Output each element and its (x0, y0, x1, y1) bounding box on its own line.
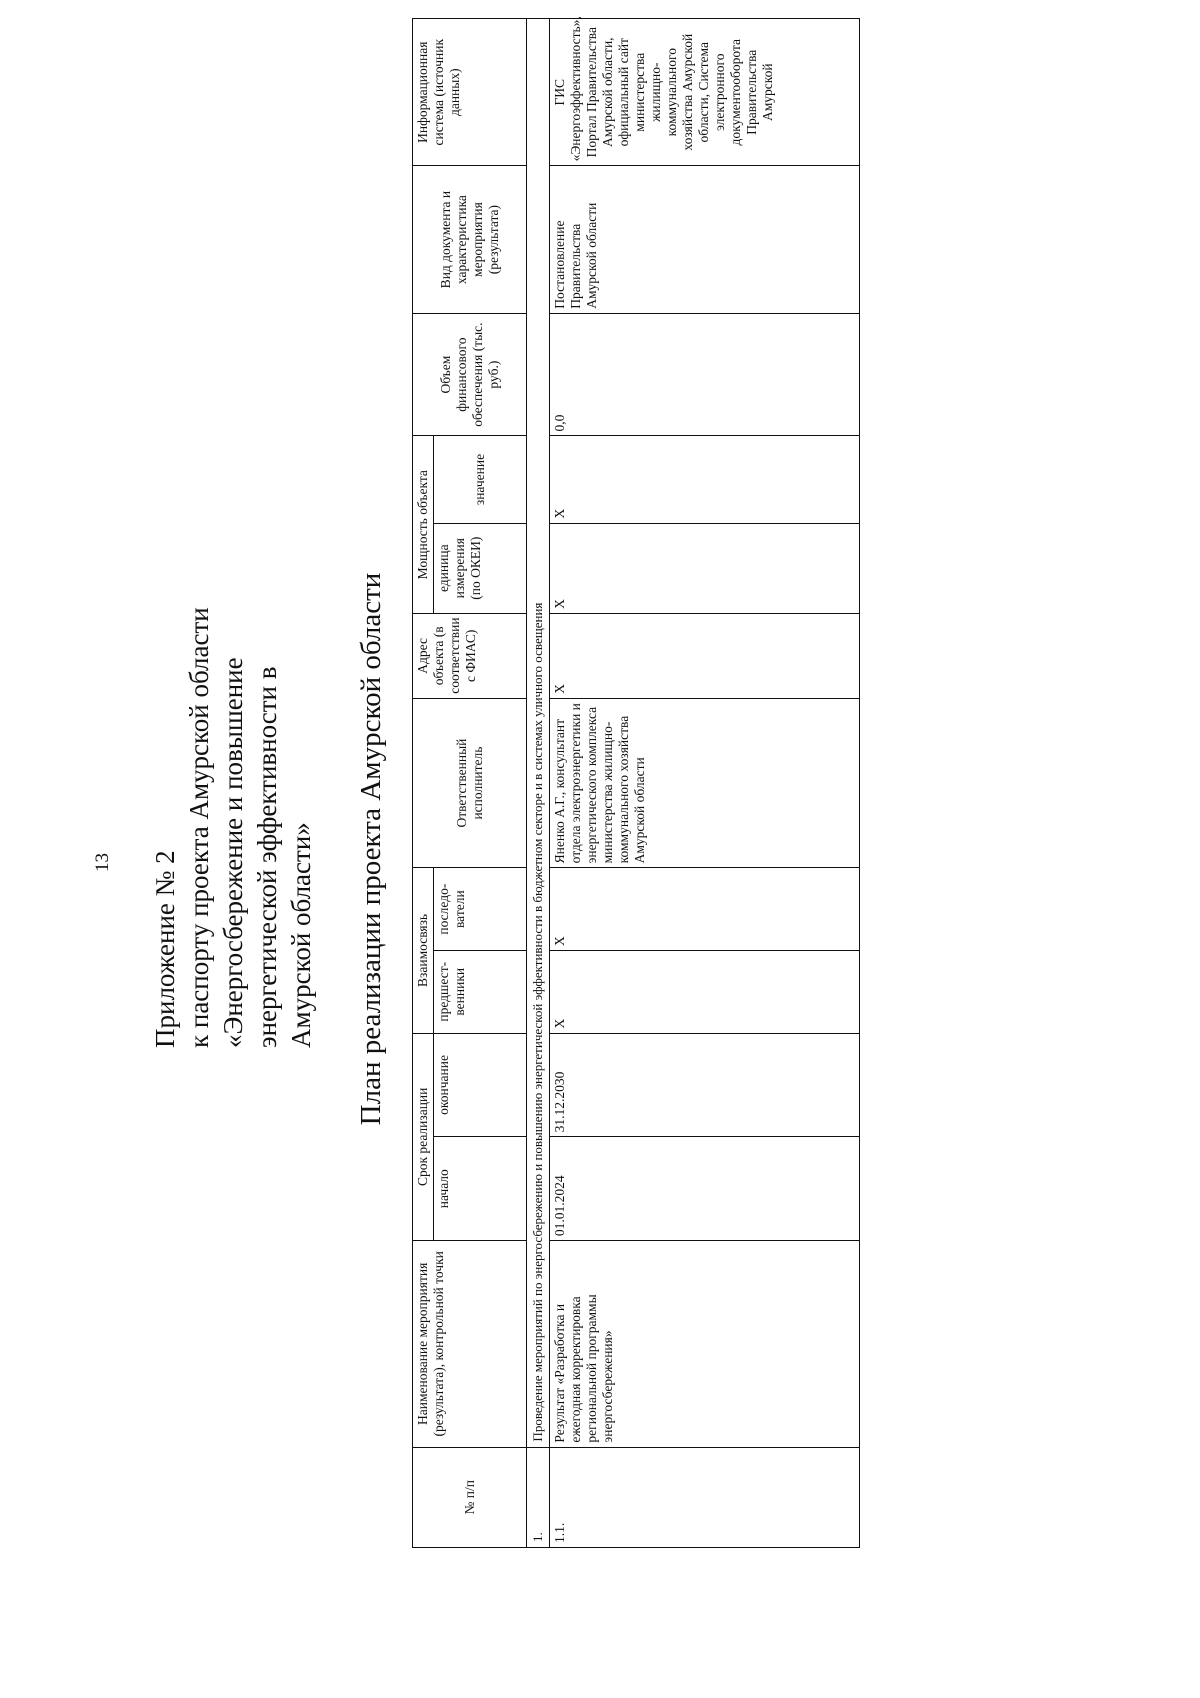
row-value: Х (550, 436, 860, 523)
appendix-line: Приложение № 2 (150, 850, 180, 1048)
header-power-unit: единица измерения (по ОКЕИ) (434, 523, 527, 613)
header-term-start: начало (434, 1137, 527, 1241)
header-power-value: значение (434, 436, 527, 523)
header-power: Мощность объекта (413, 436, 434, 613)
row-name: Результат «Разработка и ежегодная корректировка региональной программы энергосбережения» (550, 1241, 860, 1447)
row-pred: Х (550, 950, 860, 1033)
header-responsible: Ответственный исполнитель (413, 698, 527, 868)
page-number: 13 (92, 853, 113, 872)
header-name: Наименование мероприятия (результата), контрольной точки (413, 1241, 527, 1447)
plan-table (412, 18, 860, 1548)
row-num: 1.1. (550, 1447, 860, 1547)
row-address: Х (550, 613, 860, 698)
document-title: План реализации проекта Амурской области (355, 572, 387, 1126)
header-finance: Объем финансового обеспечения (тыс. руб.) (413, 313, 527, 436)
appendix-block (148, 607, 318, 1048)
row-end: 31.12.2030 (550, 1033, 860, 1137)
header-doc: Вид документа и характеристика мероприятия (результата) (413, 166, 527, 313)
header-term: Срок реализации (413, 1033, 434, 1241)
header-row (413, 19, 434, 1548)
header-info: Информационная система (источник данных) (413, 19, 527, 166)
section-title: Проведение мероприятий по энергосбережению и повышению энергетической эффективности в бюджетном секторе и в системах уличного освещения (527, 19, 550, 1448)
appendix-line: к паспорту проекта Амурской области (184, 607, 214, 1048)
row-start: 01.01.2024 (550, 1137, 860, 1241)
appendix-line: Амурской области» (286, 822, 316, 1048)
header-num: № п/п (413, 1447, 527, 1547)
row-doc: Постановление Правительства Амурской области (550, 166, 860, 313)
row-finance: 0,0 (550, 313, 860, 436)
header-link-pred: предшест-венники (434, 950, 527, 1033)
header-link-succ: последо-ватели (434, 868, 527, 951)
table-row (550, 19, 860, 1548)
row-info: ГИС «Энергоэффективность», Портал Правительства Амурской области, официальный сайт министерства жилищно-коммунального хозяйства Амурской области, Система электронного документооборота Правительства Амурской (550, 19, 860, 166)
section-num: 1. (527, 1447, 550, 1547)
header-address: Адрес объекта (в соответствии с ФИАС) (413, 613, 527, 698)
appendix-line: энергетической эффективности в (252, 666, 282, 1048)
appendix-line: «Энергосбережение и повышение (218, 657, 248, 1048)
row-responsible: Яненко А.Г., консультант отдела электроэнергетики и энергетического комплекса министерства жилищно-коммунального хозяйства Амурской области (550, 698, 860, 868)
row-unit: Х (550, 523, 860, 613)
row-succ: Х (550, 868, 860, 951)
section-row (527, 19, 550, 1548)
header-term-end: окончание (434, 1033, 527, 1137)
header-link: Взаимосвязь (413, 868, 434, 1033)
